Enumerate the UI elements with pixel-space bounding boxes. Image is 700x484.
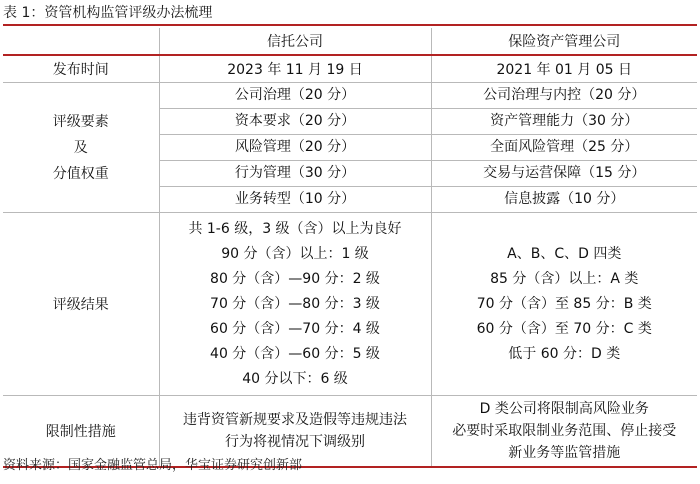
trust-result-line: 40 分（含）—60 分：5 级 [210, 345, 380, 362]
insurance-result-line: A、B、C、D 四类 [507, 245, 622, 262]
trust-factor: 业务转型（10 分） [159, 187, 431, 213]
trust-factor: 资本要求（20 分） [159, 109, 431, 135]
insurance-result-line: 85 分（含）以上：A 类 [490, 270, 639, 287]
insurance-factor: 信息披露（10 分） [431, 187, 697, 213]
row-label-measures: 限制性措施 [3, 396, 159, 468]
factors-label-line: 评级要素 [52, 113, 109, 130]
trust-factor: 风险管理（20 分） [159, 135, 431, 161]
insurance-measures [431, 396, 697, 468]
table-row-factor [3, 83, 697, 109]
row-label-release: 发布时间 [3, 55, 159, 83]
factors-label-line: 及 [73, 139, 88, 156]
insurance-factor: 资产管理能力（30 分） [431, 109, 697, 135]
trust-factor: 行为管理（30 分） [159, 161, 431, 187]
header-blank [3, 28, 159, 55]
header-insurance-am-company: 保险资产管理公司 [431, 28, 697, 55]
header-trust-company: 信托公司 [159, 28, 431, 55]
trust-results [159, 213, 431, 396]
trust-factor: 公司治理（20 分） [159, 83, 431, 109]
insurance-measure-line: 新业务等监管措施 [508, 445, 621, 461]
trust-result-line: 80 分（含）—90 分：2 级 [210, 270, 380, 287]
insurance-release-date: 2021 年 01 月 05 日 [431, 55, 697, 83]
table-row-release [3, 55, 697, 83]
trust-result-line: 40 分以下：6 级 [242, 370, 348, 387]
source-note: 资料来源：国家金融监管总局，华宝证券研究创新部 [3, 458, 303, 473]
insurance-results [431, 213, 697, 396]
insurance-result-line: 70 分（含）至 85 分：B 类 [476, 295, 652, 312]
factors-label-line: 分值权重 [52, 165, 109, 182]
trust-result-line: 共 1-6 级，3 级（含）以上为良好 [188, 220, 402, 237]
table-caption: 表 1：资管机构监管评级办法梳理 [3, 2, 697, 26]
trust-release-date: 2023 年 11 月 19 日 [159, 55, 431, 83]
trust-result-line: 70 分（含）—80 分：3 级 [210, 295, 380, 312]
row-label-results: 评级结果 [3, 213, 159, 396]
insurance-measure-line: D 类公司将限制高风险业务 [479, 401, 649, 417]
insurance-measure-line: 必要时采取限制业务范围、停止接受 [452, 423, 677, 439]
insurance-result-line: 60 分（含）至 70 分：C 类 [476, 320, 652, 337]
insurance-result-line: 低于 60 分：D 类 [508, 345, 621, 362]
trust-measure-line: 行为将视情况下调级别 [225, 434, 365, 450]
trust-result-line: 90 分（含）以上：1 级 [221, 245, 369, 262]
insurance-factor: 公司治理与内控（20 分） [431, 83, 697, 109]
rating-comparison-table [3, 28, 697, 468]
trust-measure-line: 违背资管新规要求及造假等违规违法 [183, 412, 407, 428]
row-label-factors [3, 83, 159, 213]
table-row-results [3, 213, 697, 396]
trust-result-line: 60 分（含）—70 分：4 级 [210, 320, 380, 337]
insurance-factor: 全面风险管理（25 分） [431, 135, 697, 161]
insurance-factor: 交易与运营保障（15 分） [431, 161, 697, 187]
